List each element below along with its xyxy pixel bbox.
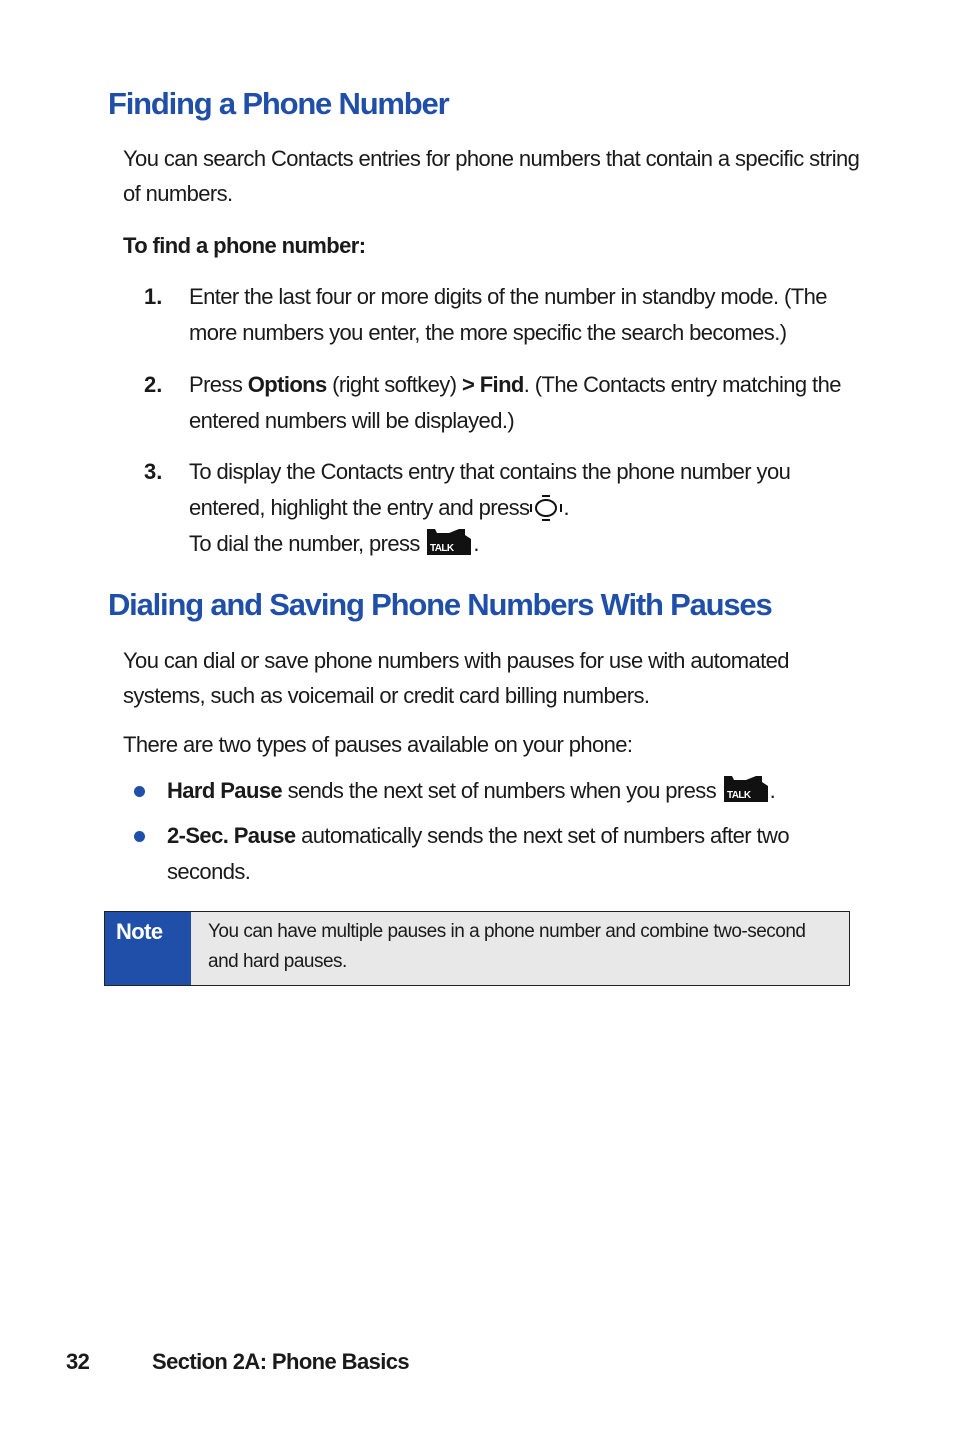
bullet-text: Hard Pause sends the next set of numbers when you press TALK . (167, 773, 847, 809)
bullet-dot (134, 786, 145, 797)
talk-key-icon (425, 527, 473, 557)
options-keyword: Options (247, 372, 327, 397)
step-text: To display the Contacts entry that contains the phone number you entered, highlight the entry and press . To dial the number, press TALK . (189, 459, 791, 556)
talk-key-icon (722, 774, 770, 804)
svg-text:TALK: TALK (430, 543, 454, 555)
note-box (104, 911, 850, 986)
procedure-subhead: To find a phone number: (123, 233, 366, 258)
find-keyword: > Find (461, 372, 524, 397)
section-title-finding: Finding a Phone Number (108, 86, 449, 121)
pauses-intro-paragraph: You can dial or save phone numbers with pauses for use with automated systems, such as voicemail or credit card billing numbers. (123, 648, 789, 708)
footer-section-title: Section 2A: Phone Basics (152, 1349, 410, 1374)
bullet-dot (134, 831, 145, 842)
step-number: 3. (144, 459, 163, 484)
page-number: 32 (66, 1349, 90, 1374)
intro-paragraph: You can search Contacts entries for phone numbers that contain a specific string of numbers. (123, 146, 860, 206)
step-text: Enter the last four or more digits of the number in standby mode. (The more numbers you enter, the more specific the search becomes.) (189, 284, 827, 345)
svg-text:TALK: TALK (726, 790, 751, 802)
bullet-text: 2-Sec. Pause automatically sends the next set of numbers after two seconds. (167, 823, 789, 884)
pause-types-paragraph: There are two types of pauses available on your phone: (123, 732, 633, 757)
step-number: 2. (144, 372, 163, 397)
step-text: Press Options (right softkey) > Find. (The Contacts entry matching the entered numbers will be displayed.) (189, 372, 841, 433)
section-title-pauses: Dialing and Saving Phone Numbers With Pauses (108, 587, 772, 622)
note-text: You can have multiple pauses in a phone number and combine two-second and hard pauses. (208, 921, 806, 972)
note-label: Note (105, 912, 191, 985)
step-number: 1. (144, 284, 163, 309)
menu-ok-key-icon (529, 493, 563, 521)
